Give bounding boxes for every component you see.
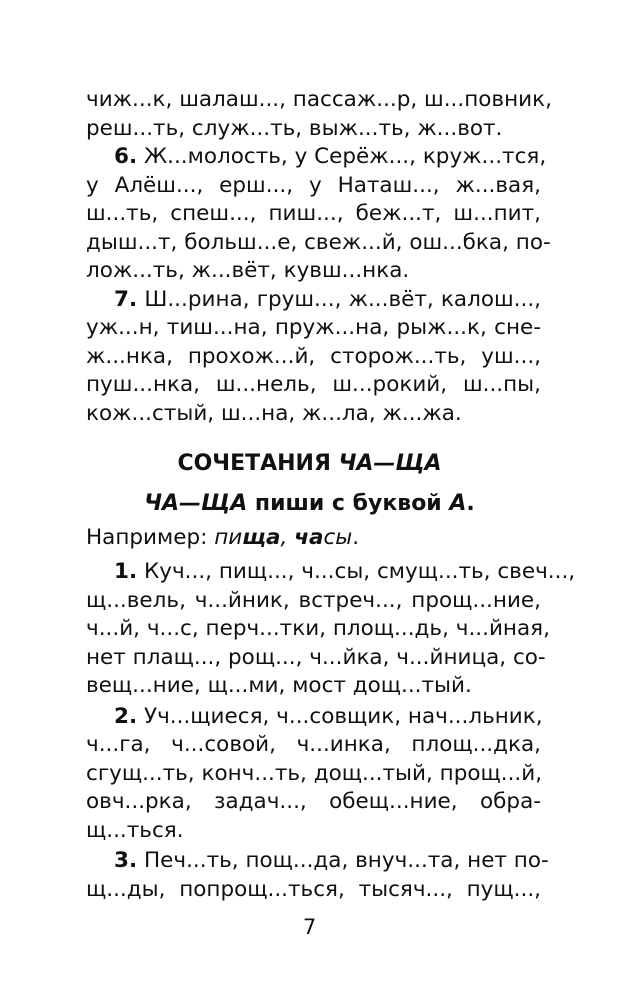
text-run: Уч...щиеся, ч...совщик, нач...льник, [143,704,543,729]
text-line: дыш...т, больш...е, свеж...й, ош...бка, по- [86,230,551,255]
example-word-part: пи [214,525,243,550]
rule-end: . [466,491,475,516]
example-word-part: сы [323,525,353,550]
rule-text: пиши с буквой [247,491,450,516]
text-line: реш...ть, служ...ть, выж...ть, ж...вот. [86,116,503,141]
exercise-number: 3. [114,848,138,873]
text-line: лож...ть, ж...вёт, кувш...нка. [86,258,410,283]
text-run: Ш...рина, груш..., ж...вёт, калош..., [144,287,541,312]
title-text: СОЧЕТАНИЯ [177,451,339,476]
exercise-number: 1. [114,559,138,584]
exercise-number: 7. [114,287,138,312]
text-line: ж...нка, прохож...й, сторож...ть, уш..., [86,344,541,369]
example-word-bold: ча [294,525,324,550]
text-line: сгущ...ть, конч...ть, дощ...тый, прощ...й, [86,761,543,786]
exercise-2-first-line [114,703,541,731]
exercise-1-first-line [114,558,576,586]
exercise-number: 2. [114,704,138,729]
rule-letter: А [449,491,467,516]
rule-line [0,490,619,518]
text-line: вещ...ние, щ...ми, мост дощ...тый. [86,673,472,698]
text-line: чиж...к, шалаш..., пассаж...р, ш...повник, [86,87,552,112]
example-end: . [352,525,360,550]
example-separator: , [280,525,295,550]
exercise-7-first-line [114,286,541,314]
rule-italic-text: ЧА—ЩА [144,491,248,516]
example-word-bold: ща [242,525,281,550]
text-line: ш...ть, спеш..., пиш..., беж...т, ш...пит, [86,201,541,226]
text-line: пуш...нка, ш...нель, ш...рокий, ш...пы, [86,372,541,397]
exercise-3-first-line [114,847,549,875]
text-line: щ...ды, попрощ...ться, тысяч..., пущ..., [86,877,541,902]
text-line: щ...ться. [86,818,184,843]
text-line: уж...н, тиш...на, пруж...на, рыж...к, сне- [86,315,541,340]
text-line: ч...га, ч...совой, ч...инка, площ...дка, [86,732,541,757]
text-line: ч...й, ч...с, перч...тки, площ...дь, ч...йная, [86,616,550,641]
exercise-number: 6. [114,144,138,169]
text-run: Ж...молость, у Серёж..., круж...тся, [143,144,547,169]
text-run: Куч..., пищ..., ч...сы, смущ...ть, свеч..., [143,559,576,584]
example-line [86,524,541,552]
text-line: нет плащ..., рощ..., ч...йка, ч...йница, со- [86,645,546,670]
text-run: Печ...ть, пощ...да, внуч...та, нет по- [143,848,549,873]
page-number: 7 [302,915,317,939]
exercise-6-first-line [114,143,547,171]
text-line: кож...стый, ш...на, ж...ла, ж...жа. [86,401,462,426]
text-line: овч...рка, задач..., обещ...ние, обра- [86,789,541,814]
title-italic-text: ЧА—ЩА [338,451,442,476]
example-label: Например: [86,525,215,550]
text-line: щ...вель, ч...йник, встреч..., прощ...ние, [86,588,541,613]
section-title [0,450,619,478]
text-line: у Алёш..., ерш..., у Наташ..., ж...вая, [86,173,541,198]
